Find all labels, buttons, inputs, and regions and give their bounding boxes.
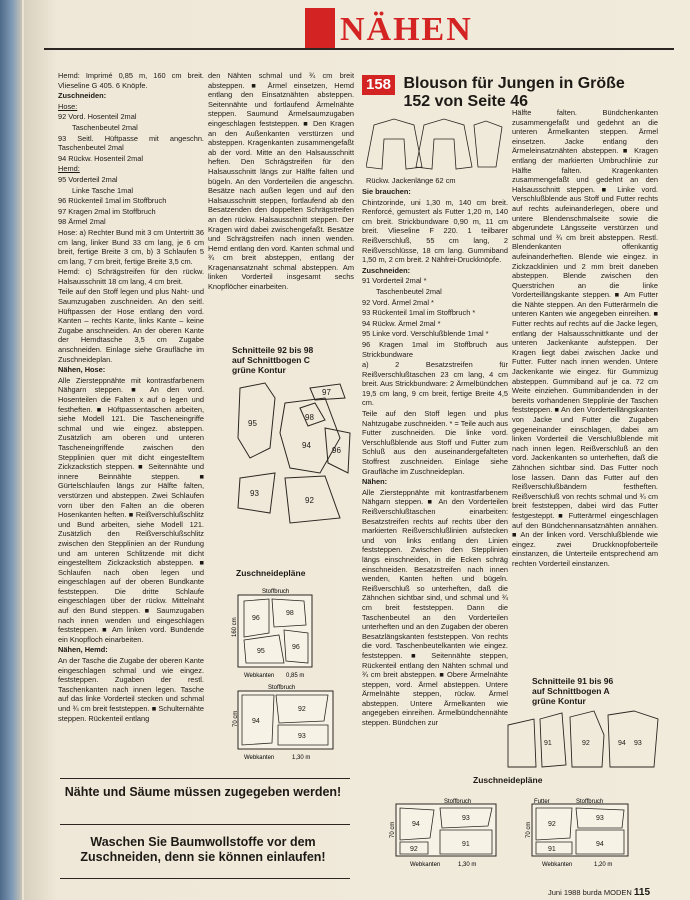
svg-text:92: 92 — [298, 706, 306, 713]
lining-label: Futter — [534, 799, 550, 805]
shirt-pattern-pieces-diagram — [230, 378, 355, 528]
text-paragraph: Teile auf den Stoff legen und plus Naht- und Saumzugaben zuschneiden. An den seitl. Hüftpassen der Hose entlang den vord. Kanten – rechts Kante, links Kante – keine Zugabe anschneiden. An der oberen Kante der Hemdtasche 3,5 cm Zugabe anschneiden. Einlage siehe Graufläche im Zuschneideplan. — [58, 287, 204, 364]
text-paragraph: Linke Tasche 1mal — [72, 185, 134, 195]
svg-text:93: 93 — [634, 740, 642, 747]
width-label: 1,30 m — [292, 755, 311, 761]
text-paragraph: An der Tasche die Zugabe der oberen Kante eingeschlagen schmal und wie eingez. feststeppen. Zugaben der restl. Taschenkanten nach innen legen. Tasche auf das linke Vorderteil stecken und schmal und ¾ cm breit feststeppen. ■ Schulternähte steppen. Rückenteil entlang — [58, 656, 204, 723]
svg-text:93: 93 — [596, 815, 604, 822]
pattern-pieces-line: Schnitteile 91 bis 96 — [532, 676, 614, 686]
page-footer — [548, 887, 650, 898]
text-paragraph: 94 Rückw. Hosenteil 2mal — [58, 153, 144, 163]
svg-text:93: 93 — [462, 815, 470, 822]
pattern-pieces-label-1 — [232, 345, 313, 375]
selvedge-label: Webkanten — [542, 862, 573, 868]
text-paragraph: 97 Kragen 2mal im Stoffbruch — [58, 206, 156, 216]
svg-text:91: 91 — [544, 740, 552, 747]
header-rule — [44, 48, 674, 50]
height-label: 70 cm — [233, 710, 239, 727]
text-paragraph: Teile auf den Stoff legen und plus Nahtzugabe zuschneiden. * = Teile auch aus Futter zuschneiden. Die linke vord. Verschlußblende aus Stoff und Futter zum Schluß aus den auseinandergefalteten Stoffrest zuschneiden. Einlage siehe Graufläche im Zuschneideplan. — [362, 409, 508, 476]
text-paragraph: Hemd: c) Schrägstreifen für den rückw. Halsausschnitt 18 cm lang, 4 cm breit. — [58, 267, 204, 286]
text-paragraph: Nähen: — [362, 477, 388, 487]
text-paragraph: Hose: — [58, 101, 78, 111]
article-header — [362, 75, 662, 111]
text-paragraph: 93 Seitl. Hüftpasse mit angeschn. Taschenbeutel 2mal — [58, 133, 204, 153]
notice-rule — [60, 778, 350, 779]
cutting-plans-heading: Zuschneidepläne — [236, 568, 306, 578]
jacket-sketch — [366, 115, 504, 175]
magazine-spine — [0, 0, 22, 900]
svg-text:92: 92 — [582, 740, 590, 747]
text-paragraph: Hemd: Imprimé 0,85 m, 160 cm breit. Vlieseline G 405. 6 Knöpfe. — [58, 71, 204, 90]
pattern-pieces-line: auf Schnittbogen A — [532, 686, 610, 696]
text-paragraph: Zuschneiden: — [58, 91, 107, 101]
text-paragraph: 95 Linke vord. Verschlußblende 1mal * — [362, 329, 489, 339]
fold-label: Stoffbruch — [268, 685, 296, 691]
svg-text:92: 92 — [410, 846, 418, 853]
svg-text:95: 95 — [257, 648, 265, 655]
text-paragraph: 91 Vorderteil 2mal * — [362, 276, 427, 286]
text-paragraph: 93 Rückenteil 1mal im Stoffbruch * — [362, 308, 476, 318]
text-paragraph: Taschenbeutel 2mal — [72, 122, 138, 132]
text-paragraph: Alle Ziersteppnähte mit kontrastfarbenem Nähgarn steppen. ■ An den vord. Hosenteilen die Falten x auf o legen und festheften. ■ Hüftpassentaschen arbeiten, siehe Modell 121. Die Tascheneingriffe schmal und wie eingez. absteppen. Zusätzlich am oberen und unteren Tascheneingriffende zwischen den Stepplinien quer mit dicht eingestelltem Zickzackstich steppen. ■ Seitennähte und innere Beinnähte steppen. ■ Gürtelschlaufen längs zur Hälfte falten, verstürzen und absteppen. Zwei Schlaufen vorn über den Falten an die oberen Hosenkanten heften. ■ Reißverschlußschlitz und Bund arbeiten, siehe Modell 121. Zusätzlich den Reißverschlußschlitz zwischen den Stepplinien an der Rundung und am unteren Schlitzende mit dicht eingestelltem Zickzackstich absteppen. ■ Schlaufen nach oben legen und eingeschlagen auf der oberen Bundkante feststeppen. Die dritte Schlaufe eingeschlagen über der rückw. Mittelnaht auf den Bund steppen. ■ Saumzugaben nach innen wenden und eingeschlagen feststeppen. ■ Am linken vord. Bundende ein Knopfloch einarbeiten. — [58, 375, 204, 644]
seam-allowance-notice: Nähte und Säume müssen zugegeben werden! — [64, 785, 342, 799]
svg-text:91: 91 — [548, 846, 556, 853]
jacket-fabric-cutting-plan — [384, 798, 502, 870]
notice-rule — [60, 824, 350, 825]
piece-94 — [280, 398, 340, 473]
section-title: NÄHEN — [340, 11, 473, 48]
pattern-pieces-label-2 — [532, 676, 613, 706]
cutting-plans-heading: Zuschneidepläne — [473, 775, 543, 785]
svg-text:94: 94 — [302, 441, 311, 450]
fold-label: Stoffbruch — [576, 799, 604, 805]
width-label: 0,85 m — [286, 673, 305, 679]
footer-issue: Juni 1988 burda MODEN — [548, 888, 632, 897]
section-color-block — [305, 8, 335, 48]
pattern-pieces-line: grüne Kontur — [232, 365, 286, 375]
notice-rule — [60, 878, 350, 879]
fold-label: Stoffbruch — [444, 799, 472, 805]
pattern-pieces-line: Schnitteile 92 bis 98 — [232, 345, 314, 355]
jacket-pattern-pieces-diagram — [504, 705, 664, 773]
text-paragraph: 96 Kragen 1mal im Stoffbruch aus Strickbundware — [362, 339, 508, 359]
text-paragraph: 96 Rückenteil 1mal im Stoffbruch — [58, 196, 167, 206]
text-paragraph: den Nähten schmal und ¾ cm breit absteppen. ■ Ärmel einsetzen, Hemd entlang den Einsatznähten absteppen. Seitennähte und fortlaufend Ärmelnähte steppen. Saumund Ärmelsaumzugaben eingeschlagen feststeppen. ■ Den Kragen an den Außenkanten verstürzen und absteppen. Kragenkanten zusammengefaßt ab der vord. Mitte an den Halsausschnitt heften. Den Schrägstreifen für den Halsausschnitt längs zur Hälfte falten und bügeln. An den Vorderteilen die angeschn. Besätze nach außen legen und auf den Halsausschnitt steppen, fortlaufend ab den Besatzenden den doppelten Schrägstreifen an den rückw. Halsausschnitt steppen. Der Kragen wird dabei zwischengefaßt. Besätze und Schrägstreifen nach innen wenden. Hemd entlang den vord. Kanten schmal und ¾ cm breit absteppen, entlang der Kragenansatznaht schmal absteppen. Am linken Vorderteil insgesamt sechs Knopflöcher einarbeiten. — [208, 71, 354, 292]
text-paragraph: 92 Vord. Hosenteil 2mal — [58, 112, 137, 122]
svg-text:98: 98 — [305, 413, 314, 422]
column-4 — [512, 108, 658, 570]
text-paragraph: Taschenbeutel 2mal — [376, 286, 442, 296]
jacket-caption: Rückw. Jackenlänge 62 cm — [366, 176, 456, 185]
lining-cutting-plan — [520, 798, 636, 870]
selvedge-label: Webkanten — [410, 862, 441, 868]
selvedge-label: Webkanten — [244, 755, 275, 761]
svg-text:96: 96 — [332, 446, 341, 455]
text-paragraph: 95 Vorderteil 2mal — [58, 174, 118, 184]
trousers-cutting-plan — [224, 683, 339, 763]
article-title: Blouson für Jungen in Größe 152 von Seite 46 — [403, 75, 625, 110]
svg-text:96: 96 — [292, 644, 300, 651]
svg-text:98: 98 — [286, 610, 294, 617]
text-paragraph: Hälfte falten. Bündchenkanten zusammengefaßt und gedehnt an die unteren Ärmelkanten steppen. Ärmel einsetzen. Jacke entlang den Ärmeleinsatznähten absteppen. ■ Kragen entlang der markierten Umbruchlinie zur Hälfte falten. Kragenkanten zusammengefaßt und gedehnt an den Halsausschnitt steppen. ■ Linke vord. Verschlußblende aus Stoff und Futter rechts auf rechts aufeinanderlegen, obere und untere Blendenschmalseite sowie die abgerundete Längsseite verstürzen und schmal und ¾ cm breit absteppen. Restl. Blendenkanten offenkantig aufeinanderheften. Blende wie eingez. in Zickzacklinien und 2 mm breit daneben absteppen. Blende zwischen den Querstrichen an die linke Vorderteillängskante steppen. ■ Am Futter die Nähte steppen. An den Futterärmeln die unteren Kanten wie angegeben einreihen. ■ Futter rechts auf rechts auf die Jacke legen, entlang der Halsausschnittkante und der unteren Jackenkante aufsteppen. Der Kragen liegt dabei zwischen Jacke und Futter. Futter nach innen wenden. Untere Jackenkante wie eingez. für Gummizug absteppen. Gummiband auf je ca. 72 cm Weite einziehen. Gummibandenden in der bereits vorhandenen Stepplinie der Taschen feststeppen. ■ An den Vorderteillängskanten von Jacke und Futter die Zugaben gegeneinander einschlagen, dabei am linken Vorderteil die Verschlußblende mit nach innen legen. Reißverschluß an den vord. Jackenkanten so unterheften, daß die Zähnchen sichtbar sind. Das Futter noch lose lassen. Dann das Futter auf den Reißverschlußbändern festheften. Reißverschluß von rechts schmal und ¾ cm breit feststeppen, dabei wird das Futter festgesteppt. ■ Futterärmel eingeschlagen auf den Bündchennansatznähten annähen. ■ An der linken vord. Verschlußblende wie eingez. zwei Druckknopfoberteile einstanzen, die Unterteile entsprechend am rechten Vorderteil einstanzen. — [512, 108, 658, 568]
selvedge-label: Webkanten — [244, 673, 275, 679]
pattern-pieces-line: auf Schnittbogen C — [232, 355, 310, 365]
text-paragraph: a) 2 Besatzstreifen für Reißverschlußtaschen 23 cm lang, 4 cm breit. Aus Strickbundware: 2 Ärmelbündchen 19,5 cm lang, 9 cm breit, fertige Breite 4,5 cm. — [362, 360, 508, 408]
text-paragraph: Nähen, Hemd: — [58, 645, 108, 655]
svg-text:94: 94 — [618, 740, 626, 747]
fold-label: Stoffbruch — [262, 589, 290, 595]
svg-text:94: 94 — [252, 718, 260, 725]
height-label: 70 cm — [390, 821, 396, 838]
text-paragraph: Alle Ziersteppnähte mit kontrastfarbenem Nähgarn steppen. ■ An den Vorderteilen Reißverschlußtaschen einarbeiten: Besatzstreifen rechts auf rechts über den markierten Reißverschlußlinien aufstecken und von links entlang den Linien feststeppen. Zwischen den Stepplinien längs einschneiden, in die Ecken schräg einschneiden. Besatzstreifen nach innen wenden, Kanten heften und bügeln. Reißverschluß so unterheften, daß die Zähnchen sichtbar sind, und schmal und ¾ cm breit feststeppen. Dann die Taschenbeutel an den Vorderteilen unterheften und an den Zugaben der oberen Besatzlängskanten feststeppen. Von rechts die vord. Taschenbeutelkanten wie eingez. feststeppen. ■ Seitennähte steppen, Rückenteil entlang den Nähten schmal und ¾ cm breit absteppen. ■ Obere Ärmelnähte steppen, vord. Ärmel absteppen. Untere Ärmelnähte steppen, rückw. Ärmel absteppen. Untere Ärmelkanten wie angegeben einreihen. Ärmelbündchennähte steppen. Bündchen zur — [362, 487, 508, 728]
text-paragraph: Chintzorinde, uni 1,30 m, 140 cm breit. Renforcé, gemustert als Futter 1,20 m, 140 cm breit. Strickbundware 0,90 m, 11 cm breit. Vlieseline F 220. 1 teilbarer Reißverschluß, 55 cm lang, 2 Reißverschlüsse, 18 cm lang. Gummiband 1,50 m, 2 cm breit. 2 Nähfrei-Druckknöpfe. — [362, 197, 508, 265]
svg-text:94: 94 — [412, 821, 420, 828]
text-paragraph: Sie brauchen: — [362, 187, 411, 196]
svg-text:94: 94 — [596, 841, 604, 848]
column-2 — [208, 71, 354, 293]
text-paragraph: Hemd: — [58, 164, 80, 174]
svg-text:92: 92 — [548, 821, 556, 828]
height-label: 70 cm — [526, 821, 532, 838]
svg-text:91: 91 — [462, 841, 470, 848]
height-label: 160 cm — [232, 617, 238, 637]
text-paragraph: 92 Vord. Ärmel 2mal * — [362, 297, 434, 307]
width-label: 1,30 m — [458, 862, 477, 868]
width-label: 1,20 m — [594, 862, 613, 868]
shirt-cutting-plan — [224, 585, 334, 680]
text-paragraph: 98 Ärmel 2mal — [58, 217, 106, 227]
pattern-pieces-line: grüne Kontur — [532, 696, 586, 706]
text-paragraph: Nähen, Hose: — [58, 365, 106, 375]
page-number: 115 — [633, 887, 651, 898]
svg-text:96: 96 — [252, 615, 260, 622]
wash-fabric-notice: Waschen Sie Baumwollstoffe vor dem Zuschneiden, denn sie können einlaufen! — [80, 835, 326, 864]
svg-text:93: 93 — [298, 733, 306, 740]
text-paragraph: Hose: a) Rechter Bund mit 3 cm Untertritt 36 cm lang, linker Bund 33 cm lang, je 6 cm breit, fertige Breite 3 cm, b) 3 Schlaufen 5 cm lang, 7 cm breit, fertige Breite 3,5 cm. — [58, 227, 204, 266]
svg-text:92: 92 — [305, 496, 314, 505]
article-number-badge: 158 — [362, 75, 395, 95]
svg-text:97: 97 — [322, 388, 331, 397]
text-paragraph: 94 Rückw. Ärmel 2mal * — [362, 318, 441, 328]
column-1 — [58, 71, 204, 724]
column-3 — [362, 187, 508, 729]
svg-text:93: 93 — [250, 489, 259, 498]
svg-text:95: 95 — [248, 419, 257, 428]
text-paragraph: Zuschneiden: — [362, 265, 411, 275]
